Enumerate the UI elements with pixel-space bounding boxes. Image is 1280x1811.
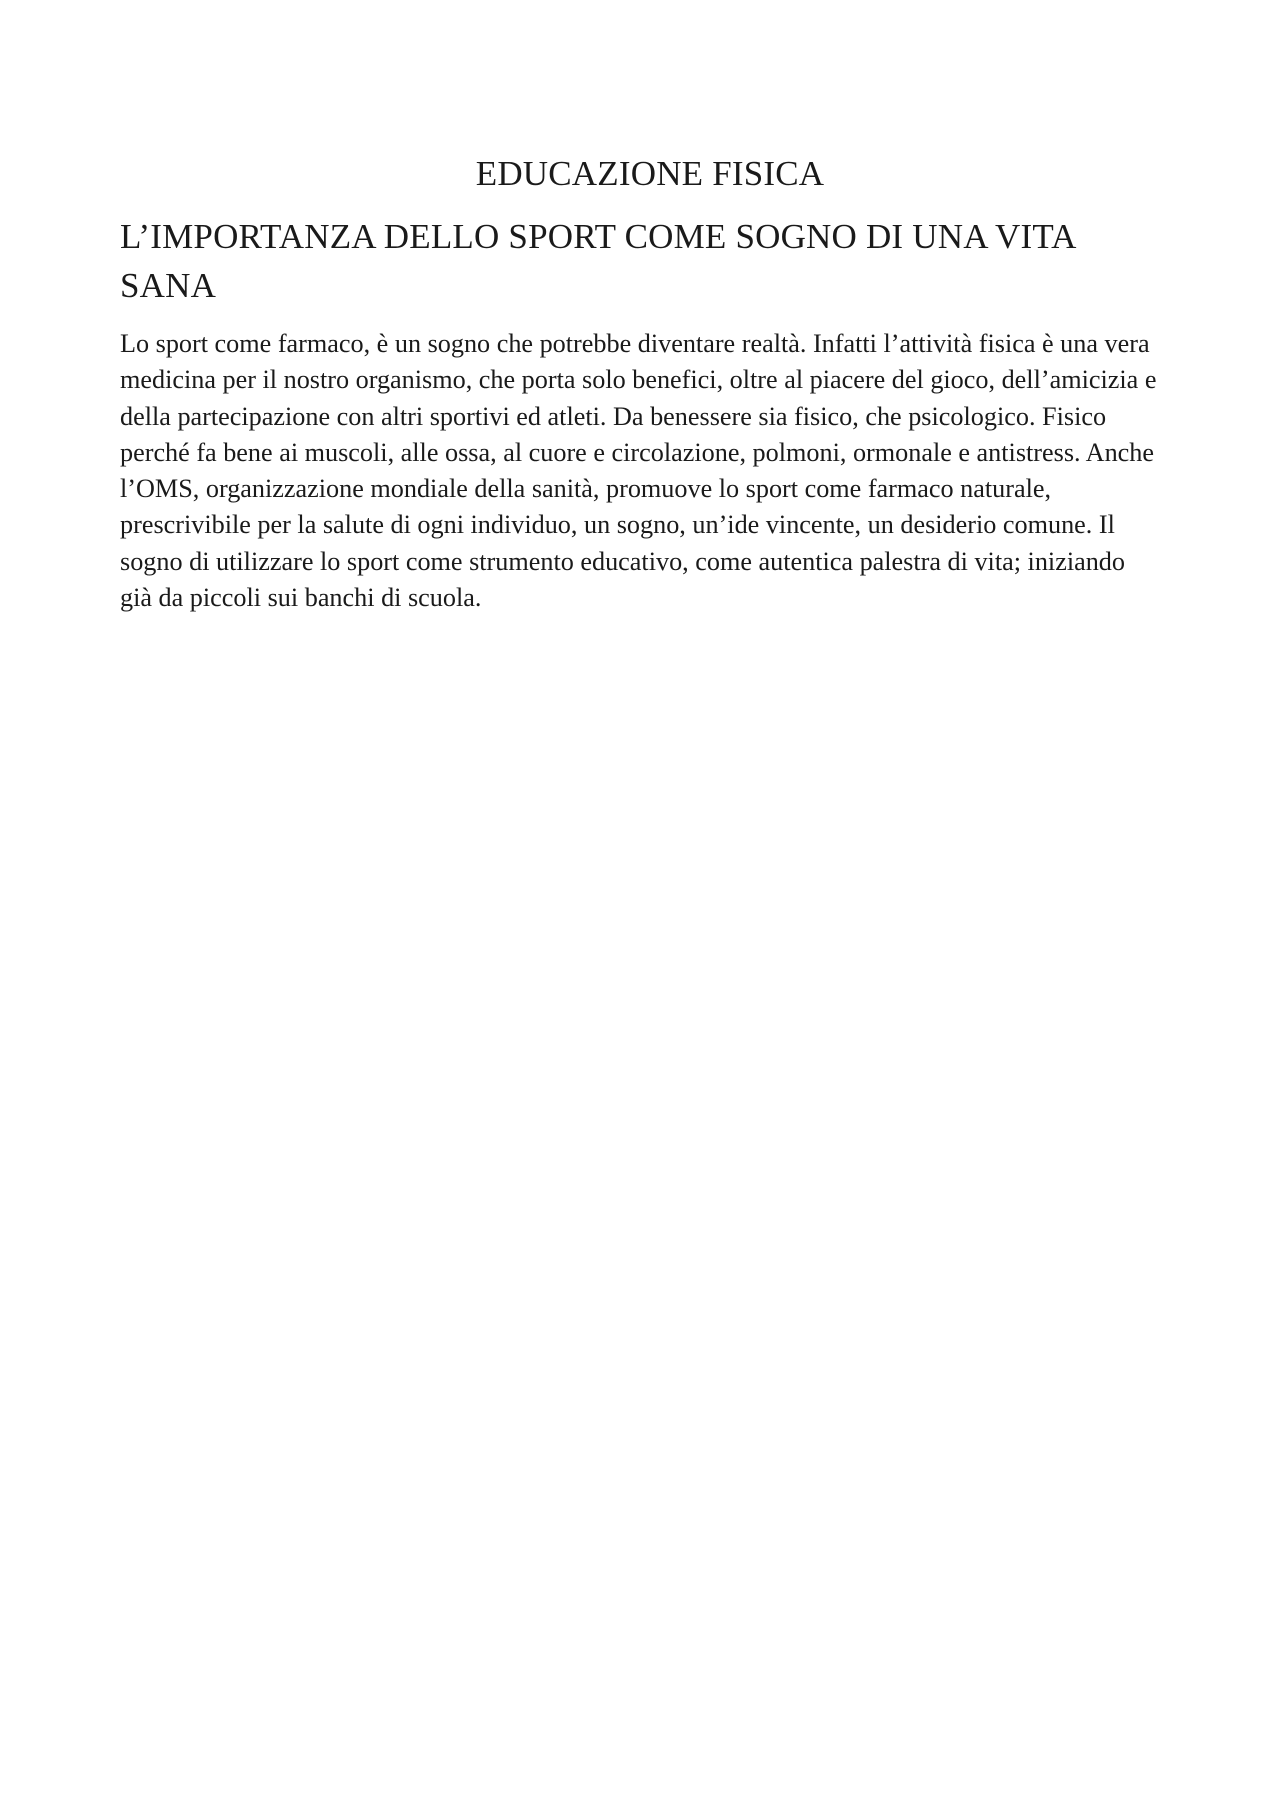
document-body-paragraph: Lo sport come farmaco, è un sogno che potrebbe diventare realtà. Infatti l’attività fisica è una vera medicina per il nostro organismo, che porta solo benefici, oltre al piacere del gioco, dell’amicizia e della partecipazione con altri sportivi ed atleti. Da benessere sia fisico, che psicologico. Fisico perché fa bene ai muscoli, alle ossa, al cuore e circolazione, polmoni, ormonale e antistress. Anche l’OMS, organizzazione mondiale della sanità, promuove lo sport come farmaco naturale, prescrivibile per la salute di ogni individuo, un sogno, un’ide vincente, un desiderio comune. Il sogno di utilizzare lo sport come strumento educativo, come autentica palestra di vita; iniziando già da piccoli sui banchi di scuola. bbox=[120, 329, 1157, 613]
document-title: EDUCAZIONE FISICA bbox=[475, 154, 825, 193]
document-subtitle: L’IMPORTANZA DELLO SPORT COME SOGNO DI UNA VITA SANA bbox=[120, 217, 1075, 305]
document-content bbox=[120, 150, 1160, 616]
